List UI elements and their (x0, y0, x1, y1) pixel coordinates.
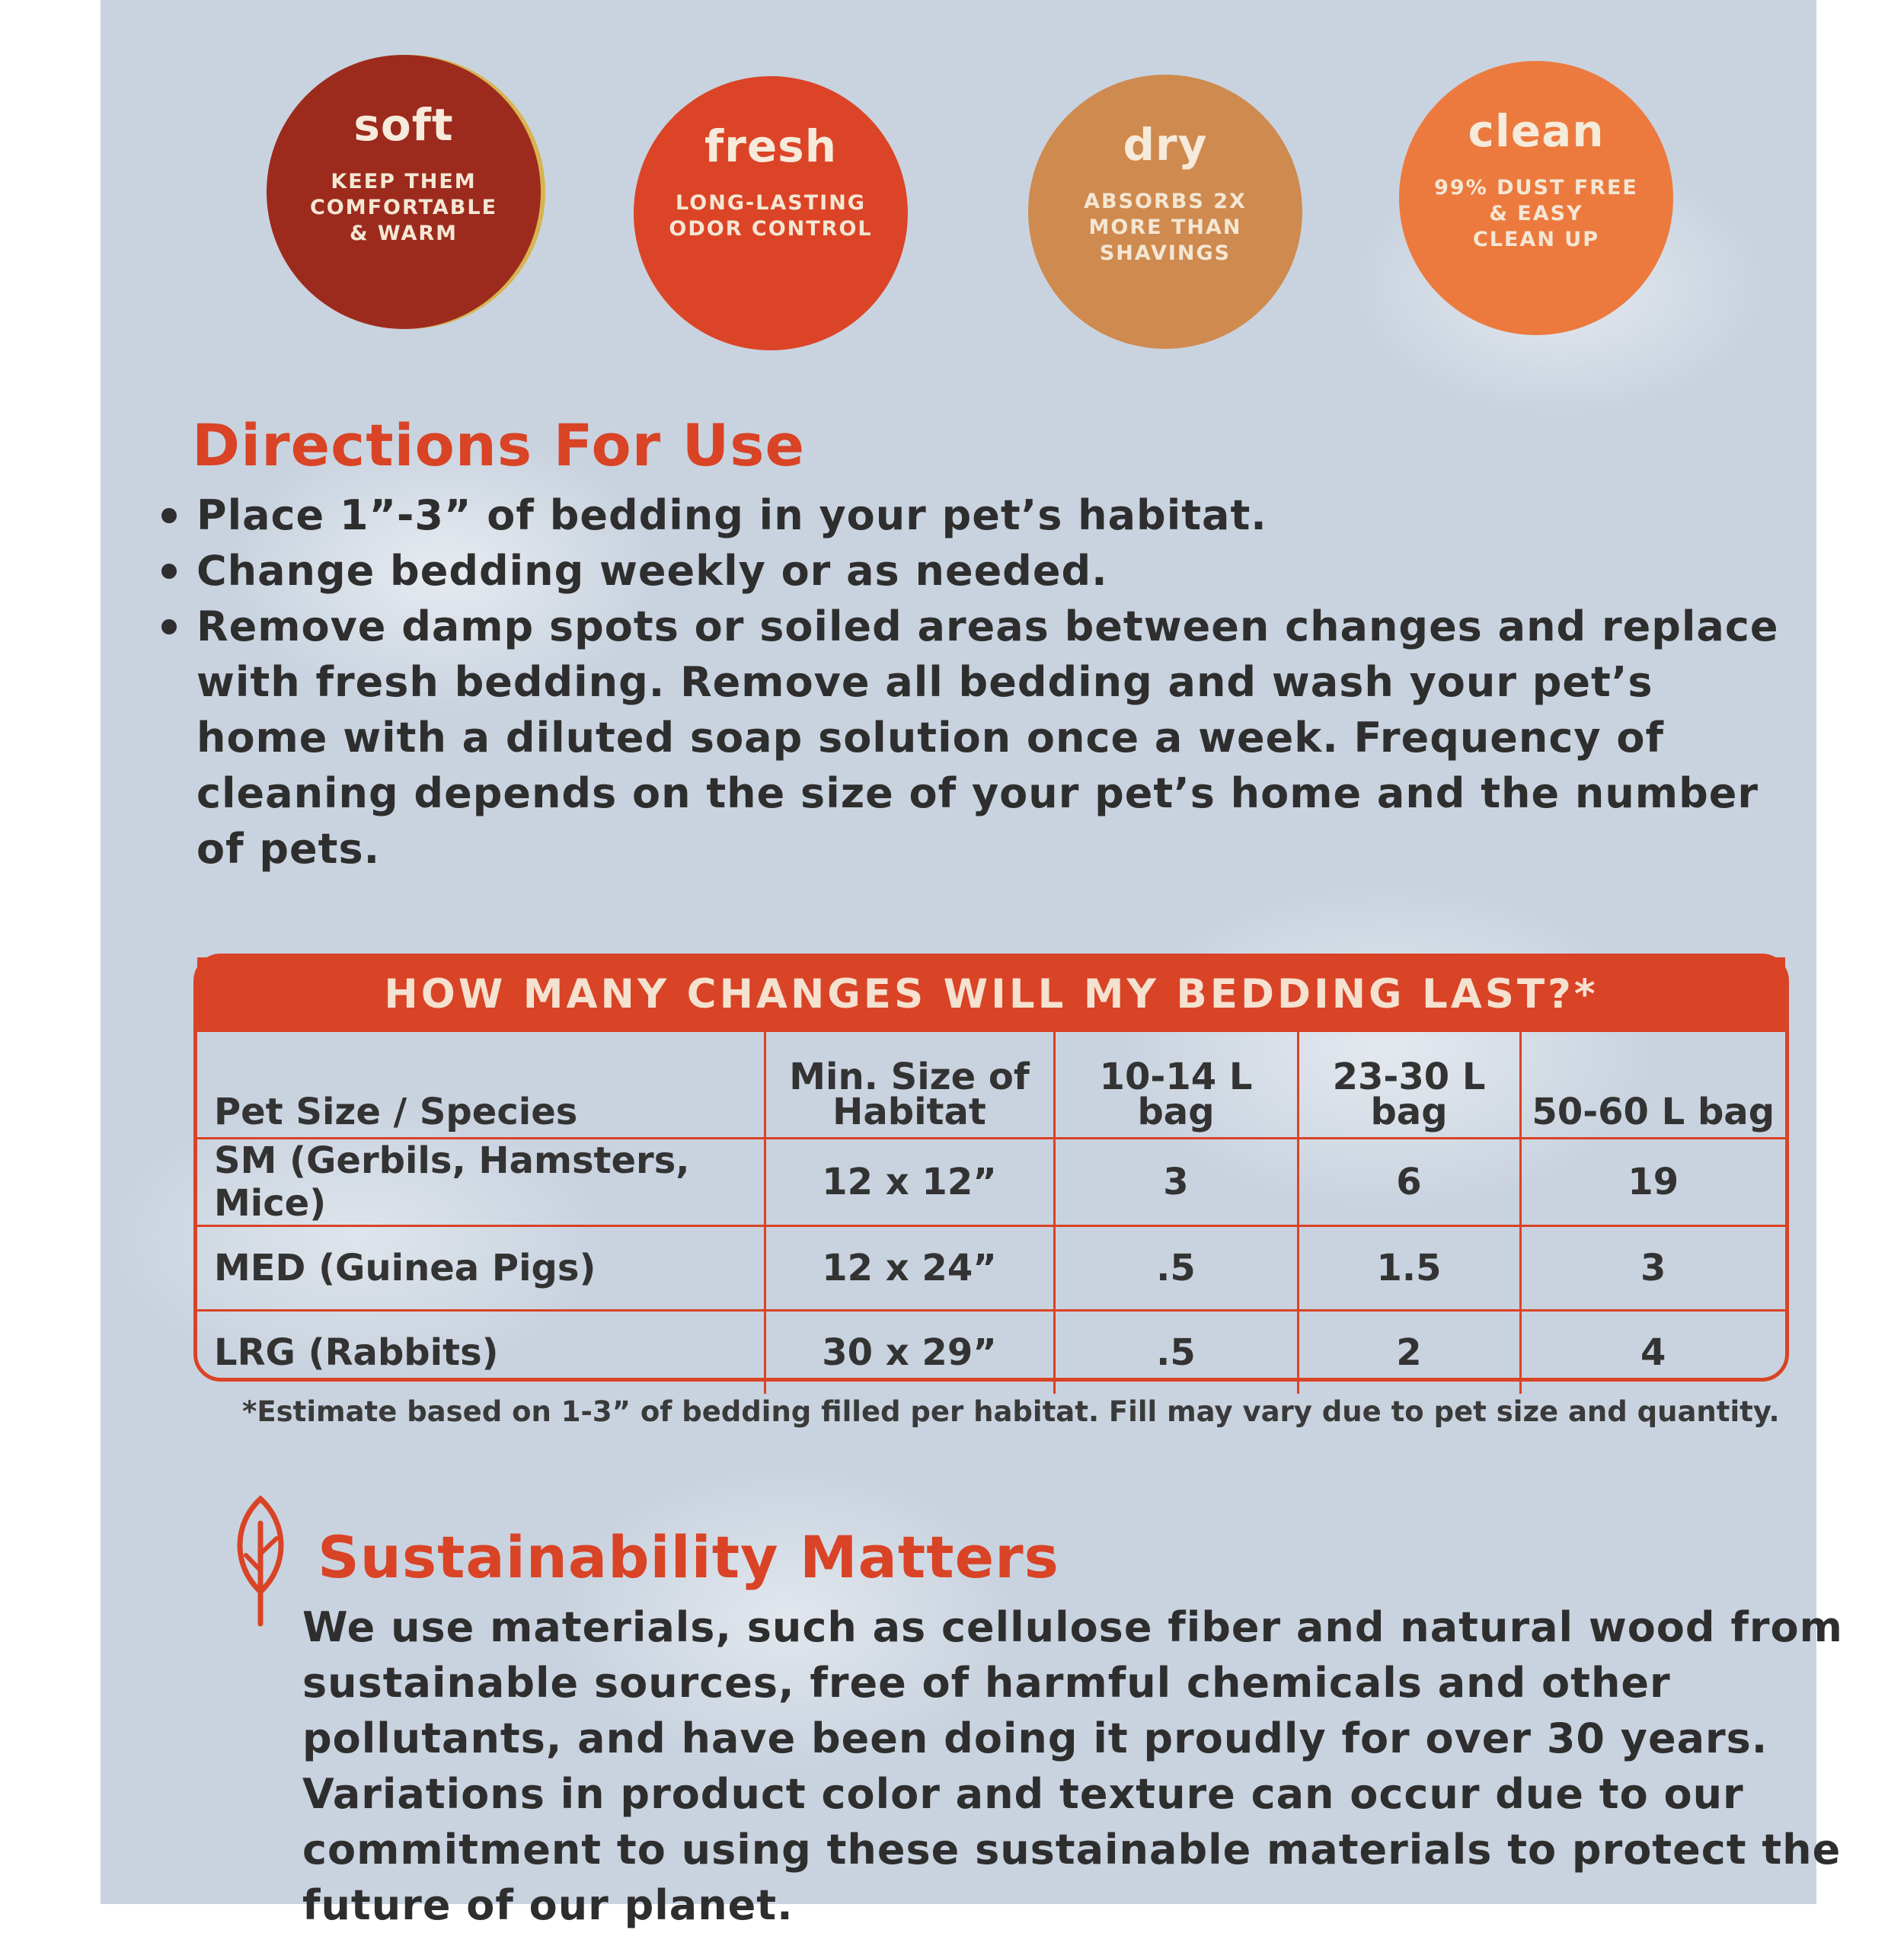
table-cell: 30 x 29” (765, 1311, 1054, 1395)
table-cell: SM (Gerbils, Hamsters, Mice) (197, 1139, 765, 1226)
table-title: HOW MANY CHANGES WILL MY BEDDING LAST?* (197, 957, 1785, 1032)
table-cell: 19 (1520, 1139, 1785, 1226)
table-cell: .5 (1054, 1226, 1298, 1311)
table-cell: 12 x 12” (765, 1139, 1054, 1226)
list-item (161, 599, 1799, 877)
badge-line: KEEP THEM (331, 170, 477, 193)
table-header-row (197, 1032, 1785, 1139)
list-item (161, 487, 1799, 543)
badge-line: 99% DUST FREE (1434, 176, 1638, 200)
badge-title: fresh (704, 120, 837, 172)
badge-dry (1028, 75, 1302, 349)
badge-title: soft (353, 99, 454, 151)
bullet-icon (161, 508, 177, 523)
badge-fresh (634, 76, 908, 350)
list-item-text: Remove damp spots or soiled areas between changes and replace with fresh bedding. Remove all bedding and wash your pet’s home with a diluted soap solution once a week. Frequency of cleaning depends on the size of your pet’s home and the number of pets. (196, 602, 1779, 873)
badge-line: LONG-LASTING (676, 191, 866, 215)
table-cell: 3 (1520, 1226, 1785, 1311)
table-footnote: *Estimate based on 1-3” of bedding filled per habitat. Fill may vary due to pet size and quantity. (242, 1395, 1780, 1428)
bullet-icon (161, 619, 177, 634)
badge-line: & EASY (1489, 202, 1583, 225)
badge-soft (267, 55, 541, 329)
table-header-cell: 23-30 L bag (1298, 1032, 1520, 1139)
bullet-icon (161, 564, 177, 579)
badge-line: ODOR CONTROL (669, 217, 873, 241)
table-cell: 6 (1298, 1139, 1520, 1226)
sustainability-text: We use materials, such as cellulose fiber and natural wood from sustainable sources, free of harmful chemicals and other pollutants, and have been doing it proudly for over 30 years. Variations in product color and texture can occur due to our commitment to using these sustainable materials to protect the future of our planet. (302, 1603, 1843, 1929)
table-cell: LRG (Rabbits) (197, 1311, 765, 1395)
badge-line: SHAVINGS (1099, 241, 1232, 265)
table-row (197, 1311, 1785, 1395)
list-item-text: Place 1”-3” of bedding in your pet’s habitat. (196, 491, 1267, 539)
badge-line: MORE THAN (1088, 216, 1242, 239)
table-header-cell: 50-60 L bag (1520, 1032, 1785, 1139)
badge-line: & WARM (349, 222, 458, 245)
table-cell: MED (Guinea Pigs) (197, 1226, 765, 1311)
table-header-cell: Min. Size of Habitat (765, 1032, 1054, 1139)
list-item-text: Change bedding weekly or as needed. (196, 547, 1108, 595)
package-panel (101, 0, 1843, 1929)
badge-clean (1399, 61, 1673, 335)
table-cell: .5 (1054, 1311, 1298, 1395)
table-row (197, 1226, 1785, 1311)
badge-line: COMFORTABLE (309, 196, 498, 219)
table-cell: 1.5 (1298, 1226, 1520, 1311)
table-cell: 12 x 24” (765, 1226, 1054, 1311)
table-cell: 3 (1054, 1139, 1298, 1226)
sustainability-heading: Sustainability Matters (318, 1523, 1059, 1591)
table-header-cell: Pet Size / Species (197, 1032, 765, 1139)
directions-heading: Directions For Use (192, 411, 806, 479)
directions-list (161, 487, 1799, 877)
table-header-cell: 10-14 L bag (1054, 1032, 1298, 1139)
list-item (161, 543, 1799, 599)
bedding-table (197, 1032, 1785, 1394)
table-cell: 4 (1520, 1311, 1785, 1395)
table-row (197, 1139, 1785, 1226)
bedding-table-card (193, 954, 1789, 1382)
table-cell: 2 (1298, 1311, 1520, 1395)
badge-title: clean (1468, 105, 1605, 157)
leaf-icon (226, 1493, 295, 1630)
badge-title: dry (1123, 119, 1208, 171)
badge-line: CLEAN UP (1472, 228, 1600, 251)
badge-line: ABSORBS 2X (1084, 190, 1247, 213)
